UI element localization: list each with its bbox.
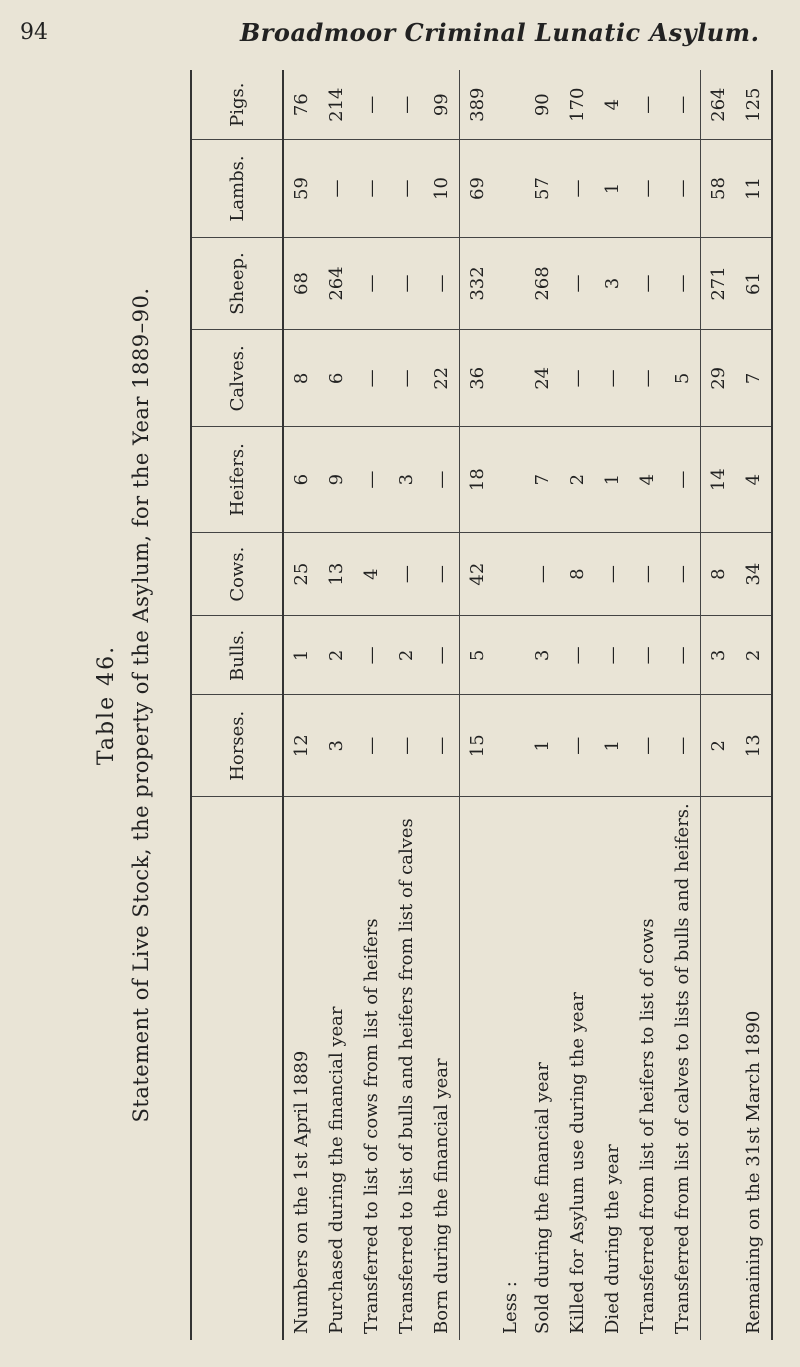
- cell-value: —: [389, 70, 424, 140]
- row-label: Sold during the financial year: [532, 1062, 553, 1334]
- cell-value: 7: [736, 330, 772, 427]
- table-body: [283, 70, 772, 1340]
- cell-value: —: [389, 140, 424, 237]
- cell-value: 7: [525, 427, 560, 533]
- cell-value: 3: [701, 616, 737, 695]
- cell-value: 2: [701, 695, 737, 797]
- row-label: Less :: [499, 1281, 521, 1334]
- cell-value: 90: [525, 70, 560, 140]
- table-title: Statement of Live Stock, the property of the Asylum, for the Year 1889–90.: [129, 287, 153, 1123]
- cell-value: 8: [283, 330, 319, 427]
- cell-value: —: [354, 140, 389, 237]
- table-row: [424, 70, 460, 1340]
- cell-value: —: [354, 330, 389, 427]
- row-label: [460, 797, 496, 1340]
- cell-value: 1: [283, 616, 319, 695]
- cell-value: 34: [736, 532, 772, 615]
- table-label: Table 46.: [94, 644, 119, 766]
- cell-value: 8: [701, 532, 737, 615]
- table-row: [354, 70, 389, 1340]
- cell-value: —: [595, 616, 630, 695]
- cell-value: [495, 695, 525, 797]
- cell-value: —: [389, 330, 424, 427]
- cell-value: —: [319, 140, 354, 237]
- rotated-table-area: [90, 70, 780, 1340]
- cell-value: —: [389, 532, 424, 615]
- landscape-page: [90, 70, 780, 1340]
- cell-value: 4: [595, 70, 630, 140]
- cell-value: —: [665, 70, 701, 140]
- cell-value: 2: [389, 616, 424, 695]
- cell-value: 5: [460, 616, 496, 695]
- cell-value: 125: [736, 70, 772, 140]
- cell-value: 5: [665, 330, 701, 427]
- cell-value: 264: [319, 237, 354, 330]
- cell-value: —: [354, 70, 389, 140]
- cell-value: [495, 427, 525, 533]
- cell-value: —: [630, 70, 665, 140]
- header-column: Pigs.: [191, 70, 283, 140]
- cell-value: 57: [525, 140, 560, 237]
- cell-value: 3: [525, 616, 560, 695]
- running-head: Broadmoor Criminal Lunatic Asylum.: [240, 18, 760, 47]
- header-column: Lambs.: [191, 140, 283, 237]
- table-row: [319, 70, 354, 1340]
- row-label: Died during the year: [602, 1144, 623, 1334]
- cell-value: 22: [424, 330, 460, 427]
- cell-value: —: [665, 532, 701, 615]
- cell-value: 61: [736, 237, 772, 330]
- row-label: Transferred from list of heifers to list of cows: [637, 918, 658, 1334]
- cell-value: 42: [460, 532, 496, 615]
- cell-value: 25: [283, 532, 319, 615]
- table-row: [665, 70, 701, 1340]
- table-caption: [90, 70, 170, 1340]
- cell-value: —: [389, 695, 424, 797]
- cell-value: —: [560, 330, 595, 427]
- header-description: [191, 797, 283, 1340]
- cell-value: 14: [701, 427, 737, 533]
- cell-value: 68: [283, 237, 319, 330]
- cell-value: 389: [460, 70, 496, 140]
- cell-value: 2: [736, 616, 772, 695]
- cell-value: 6: [283, 427, 319, 533]
- cell-value: —: [595, 330, 630, 427]
- table-row: [283, 70, 319, 1340]
- cell-value: —: [630, 140, 665, 237]
- header-column: Sheep.: [191, 237, 283, 330]
- table-row: [525, 70, 560, 1340]
- cell-value: —: [665, 140, 701, 237]
- table-row: [560, 70, 595, 1340]
- cell-value: 8: [560, 532, 595, 615]
- row-label: Remaining on the 31st March 1890: [736, 797, 772, 1340]
- subtotal-row: [460, 70, 496, 1340]
- cell-value: —: [630, 616, 665, 695]
- cell-value: 2: [560, 427, 595, 533]
- cell-value: —: [354, 695, 389, 797]
- cell-value: [495, 616, 525, 695]
- section-row: [495, 70, 525, 1340]
- row-label: Transferred from list of calves to lists of bulls and heifers.: [672, 803, 693, 1334]
- table-row: [630, 70, 665, 1340]
- cell-value: —: [630, 695, 665, 797]
- cell-value: —: [560, 237, 595, 330]
- cell-value: 11: [736, 140, 772, 237]
- cell-value: 3: [595, 237, 630, 330]
- cell-value: —: [424, 532, 460, 615]
- cell-value: —: [424, 616, 460, 695]
- cell-value: [495, 70, 525, 140]
- cell-value: 13: [736, 695, 772, 797]
- cell-value: [495, 237, 525, 330]
- header-column: Bulls.: [191, 616, 283, 695]
- header-column: Calves.: [191, 330, 283, 427]
- table-row: [389, 70, 424, 1340]
- live-stock-table: [190, 70, 773, 1340]
- cell-value: —: [354, 237, 389, 330]
- cell-value: 9: [319, 427, 354, 533]
- cell-value: 1: [595, 427, 630, 533]
- page-header: [0, 0, 800, 60]
- cell-value: 24: [525, 330, 560, 427]
- cell-value: 271: [701, 237, 737, 330]
- header-column: Horses.: [191, 695, 283, 797]
- cell-value: 214: [319, 70, 354, 140]
- cell-value: 6: [319, 330, 354, 427]
- cell-value: 13: [319, 532, 354, 615]
- cell-value: —: [560, 695, 595, 797]
- cell-value: —: [665, 427, 701, 533]
- table-row: [595, 70, 630, 1340]
- cell-value: 1: [595, 695, 630, 797]
- cell-value: 4: [630, 427, 665, 533]
- cell-value: [495, 532, 525, 615]
- cell-value: —: [354, 427, 389, 533]
- cell-value: 2: [319, 616, 354, 695]
- cell-value: [495, 140, 525, 237]
- cell-value: —: [595, 532, 630, 615]
- cell-value: —: [630, 237, 665, 330]
- row-label: [701, 797, 737, 1340]
- cell-value: 29: [701, 330, 737, 427]
- cell-value: 4: [354, 532, 389, 615]
- cell-value: 170: [560, 70, 595, 140]
- cell-value: —: [630, 532, 665, 615]
- cell-value: 332: [460, 237, 496, 330]
- cell-value: 99: [424, 70, 460, 140]
- cell-value: [495, 330, 525, 427]
- header-column: Cows.: [191, 532, 283, 615]
- cell-value: 10: [424, 140, 460, 237]
- cell-value: 59: [283, 140, 319, 237]
- cell-value: 69: [460, 140, 496, 237]
- header-row: [191, 70, 283, 1340]
- cell-value: 18: [460, 427, 496, 533]
- cell-value: —: [424, 695, 460, 797]
- cell-value: 15: [460, 695, 496, 797]
- row-label: Transferred to list of cows from list of heifers: [361, 918, 382, 1334]
- cell-value: —: [424, 427, 460, 533]
- cell-value: —: [560, 140, 595, 237]
- row-label: Transferred to list of bulls and heifers from list of calves: [396, 818, 417, 1334]
- cell-value: —: [560, 616, 595, 695]
- cell-value: 1: [595, 140, 630, 237]
- cell-value: 3: [319, 695, 354, 797]
- cell-value: 76: [283, 70, 319, 140]
- cell-value: 4: [736, 427, 772, 533]
- header-column: Heifers.: [191, 427, 283, 533]
- cell-value: —: [665, 695, 701, 797]
- cell-value: —: [525, 532, 560, 615]
- cell-value: 12: [283, 695, 319, 797]
- subtotal-row: [701, 70, 737, 1340]
- row-label: Killed for Asylum use during the year: [567, 992, 588, 1334]
- cell-value: 3: [389, 427, 424, 533]
- cell-value: 58: [701, 140, 737, 237]
- row-label: Purchased during the financial year: [326, 1006, 347, 1334]
- cell-value: —: [665, 237, 701, 330]
- cell-value: —: [424, 237, 460, 330]
- cell-value: —: [665, 616, 701, 695]
- row-label: Born during the financial year: [431, 1058, 452, 1334]
- cell-value: —: [354, 616, 389, 695]
- page-number: 94: [20, 20, 48, 45]
- row-label: Numbers on the 1st April 1889: [291, 1050, 312, 1334]
- cell-value: 268: [525, 237, 560, 330]
- cell-value: —: [389, 237, 424, 330]
- cell-value: —: [630, 330, 665, 427]
- cell-value: 1: [525, 695, 560, 797]
- table-row: [736, 70, 772, 1340]
- cell-value: 36: [460, 330, 496, 427]
- cell-value: 264: [701, 70, 737, 140]
